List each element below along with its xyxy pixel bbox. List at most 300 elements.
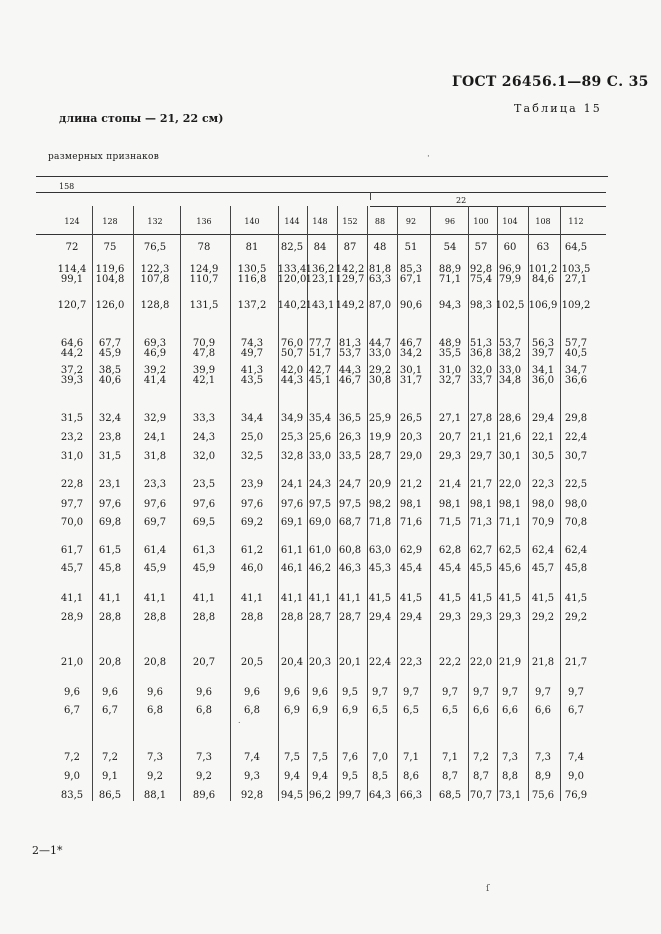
table-cell: 21,7: [469, 479, 493, 490]
column-header: 148: [312, 217, 328, 226]
table-cell: 46,2: [308, 563, 332, 574]
table-cell: 77,7: [308, 338, 332, 349]
table-cell: 41,1: [338, 593, 362, 604]
table-cell: 20,8: [98, 657, 122, 668]
table-cell: 19,9: [368, 432, 392, 443]
table-cell: 22,3: [531, 479, 555, 490]
table-cell: 62,4: [531, 545, 555, 556]
table-cell: 41,1: [60, 593, 84, 604]
table-cell: 126,0: [95, 300, 125, 311]
table-cell: 23,5: [192, 479, 216, 490]
table-cell: 9,7: [442, 687, 458, 698]
table-cell: 29,2: [531, 612, 555, 623]
table-cell: 41,5: [498, 593, 522, 604]
table-cell: 29,3: [469, 612, 493, 623]
table-cell: 50,7: [280, 348, 304, 359]
table-cell: 87: [343, 242, 357, 253]
table-cell: 9,7: [473, 687, 489, 698]
table-cell: 28,8: [98, 612, 122, 623]
table-cell: 24,7: [338, 479, 362, 490]
table-cell: 30,7: [564, 451, 588, 462]
table-cell: 9,7: [502, 687, 518, 698]
table-cell: 33,0: [498, 365, 522, 376]
table-cell: 97,5: [308, 499, 332, 510]
table-cell: 85,3: [399, 264, 423, 275]
table-cell: 97,6: [280, 499, 304, 510]
page-number: 2—1*: [32, 844, 63, 857]
table-cell: 69,2: [240, 517, 264, 528]
table-cell: 47,8: [192, 348, 216, 359]
table-cell: 51,3: [469, 338, 493, 349]
table-cell: 63,3: [368, 274, 392, 285]
table-cell: 142,2: [335, 264, 365, 275]
table-cell: 32,8: [280, 451, 304, 462]
table-cell: 6,9: [312, 705, 328, 716]
table-cell: 62,4: [564, 545, 588, 556]
table-cell: 24,1: [280, 479, 304, 490]
table-cell: 23,3: [143, 479, 167, 490]
table-cell: 51: [404, 242, 418, 253]
table-cell: 21,4: [438, 479, 462, 490]
table-cell: 7,3: [502, 752, 518, 763]
table-cell: 45,4: [399, 563, 423, 574]
table-cell: 88,1: [143, 790, 167, 801]
features-caption: размерных признаков: [48, 152, 160, 162]
table-cell: 61,4: [143, 545, 167, 556]
column-header: 108: [535, 217, 551, 226]
table-cell: 46,9: [143, 348, 167, 359]
table-cell: 63,0: [368, 545, 392, 556]
table-cell: 102,5: [495, 300, 525, 311]
column-header: 104: [502, 217, 518, 226]
table-cell: 34,2: [399, 348, 423, 359]
table-cell: 21,1: [469, 432, 493, 443]
table-cell: 41,1: [143, 593, 167, 604]
table-cell: 9,4: [284, 771, 300, 782]
table-cell: 44,7: [368, 338, 392, 349]
table-cell: 20,5: [240, 657, 264, 668]
table-cell: 114,4: [57, 264, 87, 275]
table-cell: 133,4: [277, 264, 307, 275]
column-header: 152: [342, 217, 358, 226]
table-cell: 28,8: [240, 612, 264, 623]
table-cell: 9,0: [64, 771, 80, 782]
table-cell: 39,9: [192, 365, 216, 376]
table-cell: 69,8: [98, 517, 122, 528]
table-cell: 71,8: [368, 517, 392, 528]
table-cell: 60: [503, 242, 517, 253]
table-cell: 41,1: [98, 593, 122, 604]
column-header: 112: [568, 217, 584, 226]
table-cell: 22,4: [564, 432, 588, 443]
table-cell: 41,5: [399, 593, 423, 604]
table-cell: 21,7: [564, 657, 588, 668]
table-cell: 32,7: [438, 375, 462, 386]
table-cell: 53,7: [338, 348, 362, 359]
table-cell: 41,4: [143, 375, 167, 386]
table-rule-subgroup: [370, 206, 606, 207]
table-cell: 45,6: [498, 563, 522, 574]
table-cell: 45,7: [531, 563, 555, 574]
table-cell: 31,5: [60, 413, 84, 424]
table-cell: 24,3: [192, 432, 216, 443]
table-cell: 31,7: [399, 375, 423, 386]
table-cell: 64,3: [368, 790, 392, 801]
table-cell: 64,6: [60, 338, 84, 349]
table-cell: 57,7: [564, 338, 588, 349]
table-cell: 107,8: [140, 274, 170, 285]
table-cell: 128,8: [140, 300, 170, 311]
table-cell: 45,9: [143, 563, 167, 574]
table-cell: 20,9: [368, 479, 392, 490]
table-cell: 6,5: [442, 705, 458, 716]
table-cell: 33,5: [338, 451, 362, 462]
table-cell: 29,4: [399, 612, 423, 623]
table-cell: 60,8: [338, 545, 362, 556]
table-cell: 6,7: [568, 705, 584, 716]
table-cell: 7,1: [442, 752, 458, 763]
table-cell: 71,3: [469, 517, 493, 528]
table-cell: 9,5: [342, 771, 358, 782]
table-cell: 6,6: [502, 705, 518, 716]
table-cell: 98,0: [564, 499, 588, 510]
table-cell: 21,8: [531, 657, 555, 668]
table-cell: 39,3: [60, 375, 84, 386]
column-header: 92: [405, 217, 417, 226]
table-cell: 98,1: [438, 499, 462, 510]
table-cell: 90,6: [399, 300, 423, 311]
table-cell: 6,7: [102, 705, 118, 716]
table-cell: 70,9: [192, 338, 216, 349]
table-cell: 34,4: [240, 413, 264, 424]
table-cell: 32,9: [143, 413, 167, 424]
table-cell: 6,6: [535, 705, 551, 716]
table-cell: 27,1: [438, 413, 462, 424]
table-cell: 22,5: [564, 479, 588, 490]
table-cell: 43,5: [240, 375, 264, 386]
table-cell: 7,1: [403, 752, 419, 763]
table-cell: 28,8: [143, 612, 167, 623]
table-cell: 35,5: [438, 348, 462, 359]
table-cell: 42,7: [308, 365, 332, 376]
table-cell: 68,7: [338, 517, 362, 528]
table-cell: 33,0: [368, 348, 392, 359]
table-cell: 6,5: [372, 705, 388, 716]
table-cell: 62,9: [399, 545, 423, 556]
table-cell: 28,6: [498, 413, 522, 424]
table-cell: 22,1: [531, 432, 555, 443]
table-cell: 61,7: [60, 545, 84, 556]
column-header: 88: [374, 217, 386, 226]
table-cell: 87,0: [368, 300, 392, 311]
table-cell: 97,6: [240, 499, 264, 510]
table-cell: 122,3: [140, 264, 170, 275]
table-cell: 69,5: [192, 517, 216, 528]
table-cell: 62,5: [498, 545, 522, 556]
table-cell: 6,9: [342, 705, 358, 716]
table-cell: 32,0: [469, 365, 493, 376]
table-cell: 29,3: [438, 451, 462, 462]
table-rule-top: [36, 176, 608, 177]
table-cell: 97,6: [192, 499, 216, 510]
table-cell: 28,7: [308, 612, 332, 623]
table-cell: 20,4: [280, 657, 304, 668]
table-cell: 33,0: [308, 451, 332, 462]
table-cell: 46,7: [338, 375, 362, 386]
table-cell: 69,1: [280, 517, 304, 528]
table-cell: 22,3: [399, 657, 423, 668]
table-cell: 33,3: [192, 413, 216, 424]
table-cell: 31,5: [98, 451, 122, 462]
column-header: 132: [147, 217, 163, 226]
table-cell: 98,1: [498, 499, 522, 510]
table-cell: 81: [245, 242, 259, 253]
table-cell: 6,9: [284, 705, 300, 716]
table-cell: 92,8: [469, 264, 493, 275]
column-header: 96: [444, 217, 456, 226]
table-cell: 94,3: [438, 300, 462, 311]
table-cell: 32,5: [240, 451, 264, 462]
table-cell: 27,1: [564, 274, 588, 285]
table-cell: 6,5: [403, 705, 419, 716]
table-cell: 30,8: [368, 375, 392, 386]
table-cell: 21,0: [60, 657, 84, 668]
table-cell: 41,1: [240, 593, 264, 604]
table-cell: 70,7: [469, 790, 493, 801]
table-cell: 98,2: [368, 499, 392, 510]
table-cell: 137,2: [237, 300, 267, 311]
table-cell: 9,3: [244, 771, 260, 782]
table-cell: 28,9: [60, 612, 84, 623]
table-cell: 62,7: [469, 545, 493, 556]
table-cell: 7,2: [64, 752, 80, 763]
group-header-22: 22: [456, 196, 467, 205]
table-cell: 24,3: [308, 479, 332, 490]
table-cell: 46,7: [399, 338, 423, 349]
table-cell: 9,6: [196, 687, 212, 698]
table-cell: 9,6: [244, 687, 260, 698]
table-cell: 92,8: [240, 790, 264, 801]
table-cell: 42,0: [280, 365, 304, 376]
table-cell: 25,3: [280, 432, 304, 443]
table-cell: 71,1: [498, 517, 522, 528]
table-cell: 74,3: [240, 338, 264, 349]
table-cell: 8,9: [535, 771, 551, 782]
column-header: 136: [196, 217, 212, 226]
table-cell: 39,7: [531, 348, 555, 359]
table-cell: 9,5: [342, 687, 358, 698]
table-cell: 45,9: [192, 563, 216, 574]
table-cell: 41,1: [308, 593, 332, 604]
table-cell: 29,0: [399, 451, 423, 462]
table-cell: 45,3: [368, 563, 392, 574]
table-cell: 103,5: [561, 264, 591, 275]
table-cell: 39,2: [143, 365, 167, 376]
table-cell: 21,6: [498, 432, 522, 443]
print-speck: ˙: [237, 722, 242, 732]
column-header: 144: [284, 217, 300, 226]
table-cell: 25,9: [368, 413, 392, 424]
table-cell: 6,6: [473, 705, 489, 716]
table-cell: 46,3: [338, 563, 362, 574]
table-cell: 66,3: [399, 790, 423, 801]
table-cell: 40,6: [98, 375, 122, 386]
table-cell: 71,5: [438, 517, 462, 528]
table-cell: 136,2: [305, 264, 335, 275]
document-header: ГОСТ 26456.1—89 С. 35: [452, 74, 649, 90]
table-cell: 41,5: [438, 593, 462, 604]
table-cell: 40,5: [564, 348, 588, 359]
table-cell: 81,8: [368, 264, 392, 275]
table-cell: 116,8: [237, 274, 267, 285]
table-cell: 76,9: [564, 790, 588, 801]
table-cell: 45,8: [98, 563, 122, 574]
table-cell: 149,2: [335, 300, 365, 311]
table-cell: 23,1: [98, 479, 122, 490]
table-cell: 70,8: [564, 517, 588, 528]
table-cell: 57: [474, 242, 488, 253]
table-cell: 9,7: [372, 687, 388, 698]
table-cell: 23,8: [98, 432, 122, 443]
table-cell: 67,7: [98, 338, 122, 349]
table-cell: 23,9: [240, 479, 264, 490]
table-cell: 20,3: [399, 432, 423, 443]
table-cell: 9,6: [312, 687, 328, 698]
table-cell: 29,3: [498, 612, 522, 623]
table-cell: 9,7: [403, 687, 419, 698]
table-cell: 96,2: [308, 790, 332, 801]
table-cell: 9,7: [568, 687, 584, 698]
table-cell: 53,7: [498, 338, 522, 349]
table-cell: 22,8: [60, 479, 84, 490]
table-cell: 29,7: [469, 451, 493, 462]
table-cell: 109,2: [561, 300, 591, 311]
table-cell: 73,1: [498, 790, 522, 801]
table-cell: 38,5: [98, 365, 122, 376]
table-cell: 45,4: [438, 563, 462, 574]
table-cell: 54: [443, 242, 457, 253]
column-header: 128: [102, 217, 118, 226]
table-cell: 71,6: [399, 517, 423, 528]
table-label: Таблица 15: [514, 102, 602, 115]
table-cell: 36,5: [338, 413, 362, 424]
table-cell: 48,9: [438, 338, 462, 349]
table-cell: 46,1: [280, 563, 304, 574]
table-cell: 70,0: [60, 517, 84, 528]
table-cell: 22,0: [498, 479, 522, 490]
table-cell: 75,4: [469, 274, 493, 285]
table-cell: 36,6: [564, 375, 588, 386]
table-cell: 32,4: [98, 413, 122, 424]
table-cell: 84: [313, 242, 327, 253]
table-rule-header-bottom: [36, 234, 606, 235]
table-cell: 81,3: [338, 338, 362, 349]
table-cell: 9,2: [196, 771, 212, 782]
table-cell: 7,5: [312, 752, 328, 763]
table-cell: 69,0: [308, 517, 332, 528]
table-cell: 28,8: [280, 612, 304, 623]
table-cell: 29,2: [368, 365, 392, 376]
table-cell: 41,5: [469, 593, 493, 604]
table-cell: 76,0: [280, 338, 304, 349]
table-cell: 33,7: [469, 375, 493, 386]
table-cell: 8,8: [502, 771, 518, 782]
column-header: 124: [64, 217, 80, 226]
table-cell: 7,4: [568, 752, 584, 763]
table-cell: 62,8: [438, 545, 462, 556]
table-cell: 7,2: [102, 752, 118, 763]
table-cell: 31,8: [143, 451, 167, 462]
table-cell: 76,5: [143, 242, 167, 253]
table-cell: 98,3: [469, 300, 493, 311]
table-cell: 119,6: [95, 264, 125, 275]
table-cell: 6,8: [147, 705, 163, 716]
table-cell: 61,0: [308, 545, 332, 556]
table-cell: 140,2: [277, 300, 307, 311]
table-cell: 29,4: [531, 413, 555, 424]
table-cell: 124,9: [189, 264, 219, 275]
table-cell: 83,5: [60, 790, 84, 801]
table-cell: 25,0: [240, 432, 264, 443]
table-cell: 82,5: [280, 242, 304, 253]
table-cell: 9,4: [312, 771, 328, 782]
table-cell: 7,3: [147, 752, 163, 763]
table-cell: 41,3: [240, 365, 264, 376]
table-cell: 45,1: [308, 375, 332, 386]
table-cell: 8,7: [473, 771, 489, 782]
table-cell: 131,5: [189, 300, 219, 311]
table-cell: 7,4: [244, 752, 260, 763]
table-cell: 44,2: [60, 348, 84, 359]
table-cell: 71,1: [438, 274, 462, 285]
table-cell: 45,9: [98, 348, 122, 359]
table-cell: 9,6: [102, 687, 118, 698]
table-cell: 120,7: [57, 300, 87, 311]
table-cell: 35,4: [308, 413, 332, 424]
table-cell: 7,3: [535, 752, 551, 763]
table-cell: 22,4: [368, 657, 392, 668]
table-cell: 61,3: [192, 545, 216, 556]
table-cell: 99,7: [338, 790, 362, 801]
table-cell: 106,9: [528, 300, 558, 311]
table-cell: 123,1: [305, 274, 335, 285]
table-cell: 41,5: [531, 593, 555, 604]
table-cell: 63: [536, 242, 550, 253]
table-cell: 69,3: [143, 338, 167, 349]
table-cell: 72: [65, 242, 79, 253]
table-cell: 46,0: [240, 563, 264, 574]
table-cell: 34,9: [280, 413, 304, 424]
table-cell: 7,0: [372, 752, 388, 763]
table-cell: 8,7: [442, 771, 458, 782]
table-cell: 98,1: [469, 499, 493, 510]
table-cell: 27,8: [469, 413, 493, 424]
foot-length-caption: длина стопы — 21, 22 см): [59, 112, 224, 125]
table-cell: 78: [197, 242, 211, 253]
group-divider-tick: [370, 192, 371, 200]
table-cell: 20,1: [338, 657, 362, 668]
table-cell: 28,8: [192, 612, 216, 623]
table-cell: 97,5: [338, 499, 362, 510]
table-cell: 30,5: [531, 451, 555, 462]
table-cell: 36,0: [531, 375, 555, 386]
table-cell: 120,0: [277, 274, 307, 285]
table-cell: 88,9: [438, 264, 462, 275]
table-cell: 45,7: [60, 563, 84, 574]
table-cell: 29,8: [564, 413, 588, 424]
table-cell: 97,6: [143, 499, 167, 510]
table-cell: 21,9: [498, 657, 522, 668]
